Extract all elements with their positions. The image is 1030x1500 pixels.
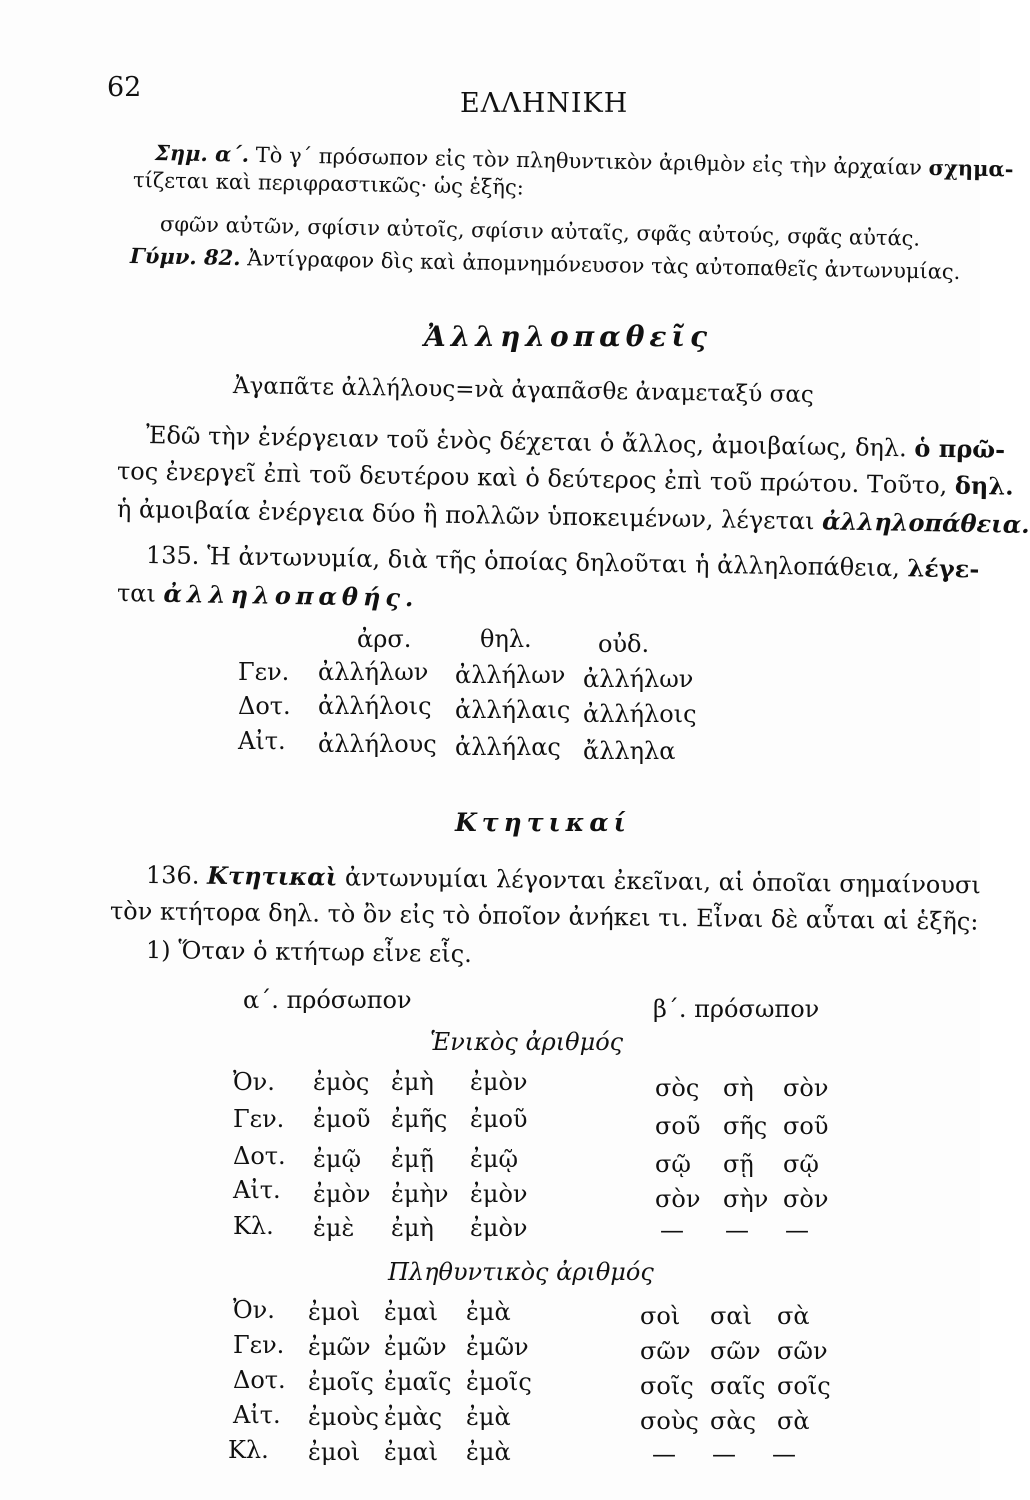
- singular-case: Κλ.: [233, 1212, 274, 1240]
- singular-cell: σοῦ: [783, 1112, 829, 1140]
- paragraph1-line1: Ἐδῶ τὴν ἐνέργειαν τοῦ ἑνὸς δέχεται ὁ ἄλλος, ἀμοιβαίως, δηλ. ὁ πρῶ-: [145, 421, 1006, 464]
- singular-cell: σῷ: [783, 1150, 819, 1178]
- singular-cell: ἐμῆς: [391, 1105, 448, 1133]
- plural-cell: ἐμῶν: [384, 1333, 447, 1361]
- plural-cell: ἐμὰς: [384, 1403, 443, 1431]
- singular-case: Ὀν.: [233, 1068, 275, 1096]
- plural-cell: σαῖς: [710, 1372, 766, 1400]
- plural-cell: ἐμοὺς: [308, 1403, 379, 1431]
- plural-case: Κλ.: [228, 1436, 269, 1464]
- plural-cell: ἐμαὶ: [384, 1298, 439, 1326]
- singular-cell: ἐμῇ: [391, 1145, 434, 1173]
- singular-cell: ἐμὸν: [470, 1068, 528, 1096]
- plural-cell: ἐμοῖς: [308, 1368, 374, 1396]
- singular-cell: σὸν: [783, 1185, 829, 1213]
- plural-cell: σῶν: [710, 1337, 761, 1365]
- singular-cell: σὴν: [723, 1185, 769, 1213]
- table1-case: Αἰτ.: [238, 727, 286, 755]
- table1-case: Δοτ.: [238, 692, 291, 720]
- plural-cell: ἐμοὶ: [308, 1438, 361, 1466]
- singular-cell: σὸς: [655, 1074, 700, 1102]
- table1-cell: ἀλλήλας: [455, 733, 561, 761]
- plural-cell: ἐμαῖς: [384, 1368, 452, 1396]
- note-line-2: τίζεται καὶ περιφραστικῶς· ὡς ἑξῆς:: [132, 168, 525, 200]
- paragraph3-line3: 1) Ὅταν ὁ κτήτωρ εἶνε εἷς.: [145, 936, 472, 968]
- paragraph1-line2: τος ἐνεργεῖ ἐπὶ τοῦ δευτέρου καὶ ὁ δεύτερος ἐπὶ τοῦ πρώτου. Τοῦτο, δηλ.: [116, 457, 1014, 501]
- table1-cell: ἀλλήλαις: [455, 696, 571, 724]
- singular-cell: ἐμὲ: [313, 1214, 355, 1242]
- singular-cell: ἐμὸν: [313, 1180, 371, 1208]
- singular-cell: σῷ: [655, 1150, 691, 1178]
- table1-header-neut: οὐδ.: [598, 630, 650, 658]
- singular-cell: ἐμὸν: [470, 1180, 528, 1208]
- plural-cell: σὰ: [777, 1407, 810, 1435]
- singular-cell: σῆς: [723, 1112, 768, 1140]
- singular-caption: Ἑνικὸς ἀριθμός: [430, 1028, 624, 1056]
- table1-cell: ἀλλήλων: [583, 665, 694, 693]
- singular-cell: ἐμὴ: [391, 1068, 434, 1096]
- singular-cell: σῇ: [723, 1150, 754, 1178]
- table1-cell: ἀλλήλοις: [318, 692, 432, 720]
- singular-cell: σὸν: [655, 1185, 701, 1213]
- page-number: 62: [107, 72, 142, 103]
- singular-cell: ἐμὴν: [391, 1180, 449, 1208]
- singular-cell: ἐμὴ: [391, 1214, 434, 1242]
- singular-case: Γεν.: [233, 1105, 285, 1133]
- plural-cell: ἐμὰ: [466, 1298, 511, 1326]
- singular-cell: —: [725, 1216, 749, 1244]
- plural-cell: σῶν: [640, 1337, 691, 1365]
- plural-cell: ἐμὰ: [466, 1438, 511, 1466]
- plural-cell: ἐμοῖς: [466, 1368, 532, 1396]
- table1-header-fem: θηλ.: [480, 625, 532, 653]
- table1-header-masc: ἀρσ.: [357, 625, 412, 653]
- plural-cell: σοῖς: [777, 1372, 831, 1400]
- plural-cell: ἐμὰ: [466, 1403, 511, 1431]
- singular-cell: ἐμῷ: [313, 1145, 362, 1173]
- note-label: Σημ. α΄.: [154, 140, 250, 167]
- table1-cell: ἀλλήλοις: [583, 700, 697, 728]
- singular-cell: σὴ: [723, 1074, 754, 1102]
- plural-cell: σὰς: [710, 1407, 757, 1435]
- plural-case: Ὀν.: [233, 1296, 275, 1324]
- plural-cell: ἐμοὶ: [308, 1298, 361, 1326]
- paragraph3-line2: τὸν κτήτορα δηλ. τὸ ὂν εἰς τὸ ὁποῖον ἀνήκει τι. Εἶναι δὲ αὗται αἱ ἑξῆς:: [109, 897, 979, 936]
- person-second-label: β΄. πρόσωπον: [653, 995, 820, 1023]
- plural-case: Δοτ.: [233, 1366, 286, 1394]
- singular-cell: ἐμοῦ: [470, 1105, 528, 1133]
- plural-cell: σοῖς: [640, 1372, 694, 1400]
- plural-cell: —: [712, 1440, 736, 1468]
- singular-cell: —: [660, 1216, 684, 1244]
- singular-cell: —: [785, 1216, 809, 1244]
- table1-cell: ἀλλήλων: [318, 658, 429, 686]
- plural-cell: σὰ: [777, 1302, 810, 1330]
- plural-cell: σῶν: [777, 1337, 828, 1365]
- plural-cell: σοὺς: [640, 1407, 699, 1435]
- table1-cell: ἀλλήλους: [318, 730, 437, 758]
- plural-cell: ἐμῶν: [466, 1333, 529, 1361]
- paragraph2-line2: ται ἀλληλοπαθής.: [116, 578, 419, 613]
- paragraph2-line1: 135. Ἡ ἀντωνυμία, διὰ τῆς ὁποίας δηλοῦται ἡ ἀλληλοπάθεια, λέγε-: [145, 541, 980, 584]
- section-heading-ktetikai: Κτητικαί: [455, 808, 631, 837]
- plural-cell: ἐμαὶ: [384, 1438, 439, 1466]
- exercise-label: Γύμν. 82.: [129, 243, 241, 271]
- singular-cell: ἐμοῦ: [313, 1105, 371, 1133]
- person-first-label: α΄. πρόσωπον: [243, 986, 412, 1014]
- plural-cell: —: [652, 1440, 676, 1468]
- plural-caption: Πληθυντικὸς ἀριθμός: [388, 1258, 654, 1286]
- table1-cell: ἄλληλα: [583, 737, 676, 765]
- plural-cell: σοὶ: [640, 1302, 681, 1330]
- section-heading-allelopatheis: Ἀλληλοπαθεῖς: [424, 320, 712, 353]
- plural-cell: σαὶ: [710, 1302, 752, 1330]
- paragraph3-line1: 136. Κτητικαὶ ἀντωνυμίαι λέγονται ἐκεῖναι, αἱ ὁποῖαι σημαίνουσι: [145, 860, 981, 900]
- plural-cell: ἐμῶν: [308, 1333, 371, 1361]
- singular-cell: ἐμῷ: [470, 1145, 519, 1173]
- plural-case: Γεν.: [233, 1331, 285, 1359]
- example-line: Ἀγαπᾶτε ἀλλήλους=νὰ ἀγαπᾶσθε ἀναμεταξύ σας: [232, 373, 814, 409]
- plural-case: Αἰτ.: [233, 1401, 281, 1429]
- paragraph1-line3: ἡ ἀμοιβαία ἐνέργεια δύο ἢ πολλῶν ὑποκειμένων, λέγεται ἀλληλοπάθεια.: [116, 495, 1030, 539]
- note-line-1: Σημ. α΄. Τὸ γ΄ πρόσωπον εἰς τὸν πληθυντικὸν ἀριθμὸν εἰς τὴν ἀρχαίαν σχημα-: [154, 140, 1014, 182]
- singular-cell: σὸν: [783, 1074, 829, 1102]
- singular-cell: σοῦ: [655, 1112, 701, 1140]
- plural-cell: —: [772, 1440, 796, 1468]
- running-title: ΕΛΛΗΝΙΚΗ: [460, 88, 629, 119]
- exercise-line: Γύμν. 82. Ἀντίγραφον δὶς καὶ ἀπομνημόνευσον τὰς αὐτοπαθεῖς ἀντωνυμίας.: [129, 243, 961, 284]
- singular-case: Αἰτ.: [233, 1176, 281, 1204]
- singular-cell: ἐμὸς: [313, 1068, 370, 1096]
- table1-case: Γεν.: [238, 658, 290, 686]
- note-line-3: σφῶν αὐτῶν, σφίσιν αὐτοῖς, σφίσιν αὐταῖς, σφᾶς αὐτούς, σφᾶς αὐτάς.: [159, 212, 921, 251]
- singular-case: Δοτ.: [233, 1142, 286, 1170]
- singular-cell: ἐμὸν: [470, 1214, 528, 1242]
- table1-cell: ἀλλήλων: [455, 661, 566, 689]
